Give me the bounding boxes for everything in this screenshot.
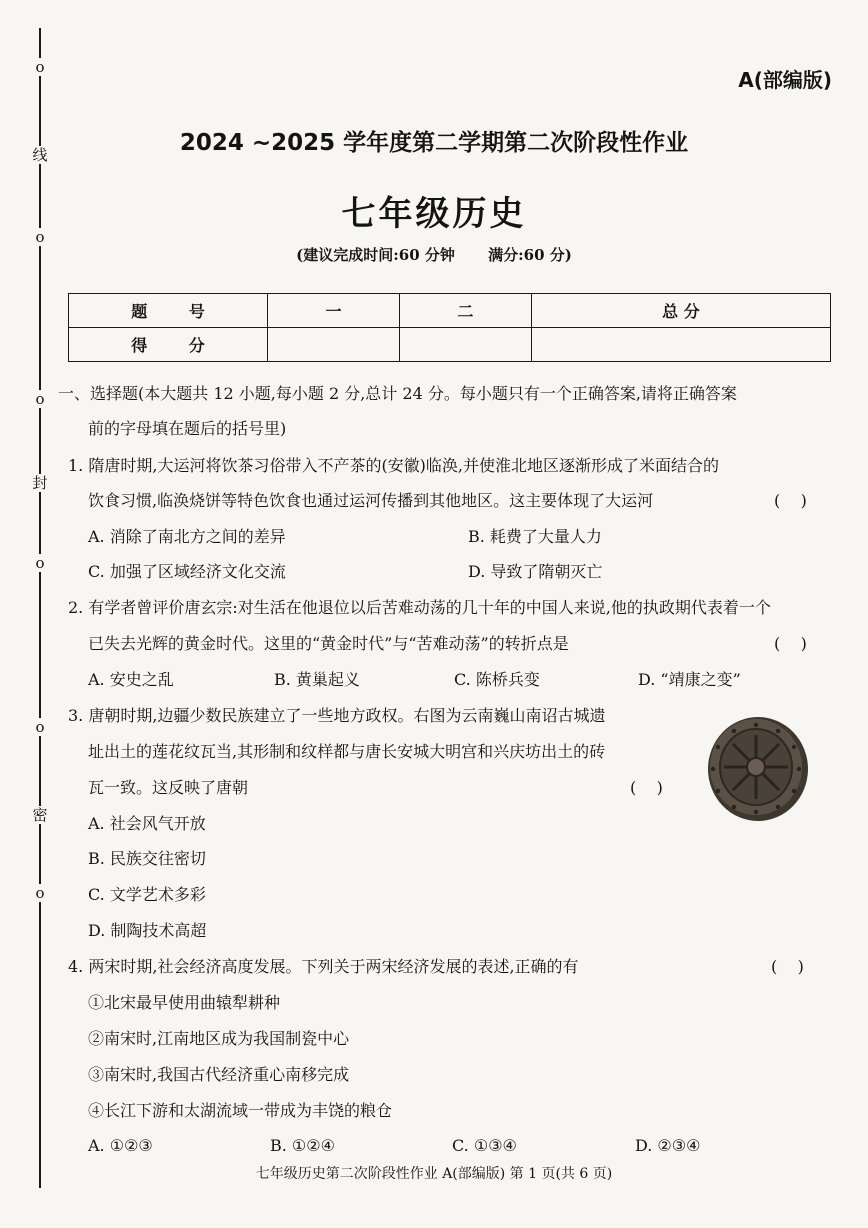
score-table-cell: 总 分 xyxy=(531,294,830,328)
question-4-statement-3: ③南宋时,我国古代经济重心南移完成 xyxy=(88,1065,350,1084)
exam-title: 2024 ~2025 学年度第二学期第二次阶段性作业 xyxy=(179,130,689,156)
question-4-option-b[interactable]: B. ①②④ xyxy=(270,1136,335,1155)
question-3-option-b[interactable]: B. 民族交往密切 xyxy=(88,849,206,868)
binding-circle: o xyxy=(31,228,49,246)
binding-circle: o xyxy=(31,390,49,408)
question-2-stem-cont: 已失去光辉的黄金时代。这里的“黄金时代”与“苦难动荡”的转折点是 xyxy=(88,634,569,653)
edition-label: A(部编版) xyxy=(738,68,832,92)
exam-info xyxy=(0,244,868,265)
question-1-option-b[interactable]: B. 耗费了大量人力 xyxy=(468,527,602,546)
binding-circle: o xyxy=(31,58,49,76)
question-2-option-b[interactable]: B. 黄巢起义 xyxy=(274,670,360,689)
question-4-statement-2: ②南宋时,江南地区成为我国制瓷中心 xyxy=(88,1029,350,1048)
question-4-stem: 4. 两宋时期,社会经济高度发展。下列关于两宋经济发展的表述,正确的有 xyxy=(68,957,579,976)
binding-mark-mi: 密 xyxy=(32,806,48,824)
question-1-stem: 1. 隋唐时期,大运河将饮茶习俗带入不产茶的(安徽)临涣,并使淮北地区逐渐形成了米面结合的 xyxy=(68,456,720,475)
question-4-option-a[interactable]: A. ①②③ xyxy=(88,1136,153,1155)
question-4-option-c[interactable]: C. ①③④ xyxy=(452,1136,517,1155)
question-1-option-d[interactable]: D. 导致了隋朝灭亡 xyxy=(468,562,603,581)
question-3-answer-blank[interactable]: ( ) xyxy=(630,778,663,797)
question-4-answer-blank[interactable]: ( ) xyxy=(771,957,804,976)
subject-title: 七年级历史 xyxy=(341,194,527,234)
score-table xyxy=(68,293,831,362)
question-2-stem: 2. 有学者曾评价唐玄宗:对生活在他退位以后苦难动荡的几十年的中国人来说,他的执政期代表着一个 xyxy=(68,598,771,617)
score-table-cell: 一 xyxy=(268,294,400,328)
score-input-cell[interactable] xyxy=(531,328,830,362)
question-3-stem-cont: 址出土的莲花纹瓦当,其形制和纹样都与唐长安城大明宫和兴庆坊出土的砖 xyxy=(88,742,606,761)
question-4-statement-1: ①北宋最早使用曲辕犁耕种 xyxy=(88,993,281,1012)
page-footer: 七年级历史第二次阶段性作业 A(部编版) 第 1 页(共 6 页) xyxy=(255,1166,613,1182)
question-3-stem-cont: 瓦一致。这反映了唐朝 xyxy=(88,778,249,797)
time-note: (建议完成时间:60 分钟 xyxy=(296,246,455,264)
question-2-option-c[interactable]: C. 陈桥兵变 xyxy=(454,670,540,689)
lotus-tile-image xyxy=(706,713,810,823)
binding-circle: o xyxy=(31,884,49,902)
score-note: 满分:60 分) xyxy=(488,246,572,264)
question-3-option-c[interactable]: C. 文学艺术多彩 xyxy=(88,885,206,904)
question-3-stem: 3. 唐朝时期,边疆少数民族建立了一些地方政权。右图为云南巍山南诏古城遗 xyxy=(68,706,606,725)
score-table-header-row xyxy=(69,294,831,328)
question-4-option-d[interactable]: D. ②③④ xyxy=(635,1136,701,1155)
score-input-cell[interactable] xyxy=(399,328,531,362)
score-table-score-row xyxy=(69,328,831,362)
question-1-answer-blank[interactable]: ( ) xyxy=(774,491,807,510)
question-2-answer-blank[interactable]: ( ) xyxy=(774,634,807,653)
binding-circle: o xyxy=(31,718,49,736)
score-table-cell: 二 xyxy=(399,294,531,328)
question-1-stem-cont: 饮食习惯,临涣烧饼等特色饮食也通过运河传播到其他地区。这主要体现了大运河 xyxy=(88,491,654,510)
binding-mark-xian: 线 xyxy=(32,146,48,164)
question-2-option-d[interactable]: D. “靖康之变” xyxy=(638,670,741,689)
question-1-option-a[interactable]: A. 消除了南北方之间的差异 xyxy=(88,527,286,546)
section-heading-cont: 前的字母填在题后的括号里) xyxy=(88,419,287,438)
question-2-option-a[interactable]: A. 安史之乱 xyxy=(88,670,174,689)
question-1-option-c[interactable]: C. 加强了区域经济文化交流 xyxy=(88,562,286,581)
score-table-cell: 题 号 xyxy=(69,294,268,328)
question-4-statement-4: ④长江下游和太湖流域一带成为丰饶的粮仓 xyxy=(88,1101,393,1120)
binding-mark-feng: 封 xyxy=(32,474,48,492)
score-input-cell[interactable] xyxy=(268,328,400,362)
question-3-option-a[interactable]: A. 社会风气开放 xyxy=(88,814,206,833)
section-heading: 一、选择题(本大题共 12 小题,每小题 2 分,总计 24 分。每小题只有一个正确答案,请将正确答案 xyxy=(58,384,737,403)
binding-circle: o xyxy=(31,554,49,572)
score-table-cell: 得 分 xyxy=(69,328,268,362)
question-3-option-d[interactable]: D. 制陶技术高超 xyxy=(88,921,207,940)
